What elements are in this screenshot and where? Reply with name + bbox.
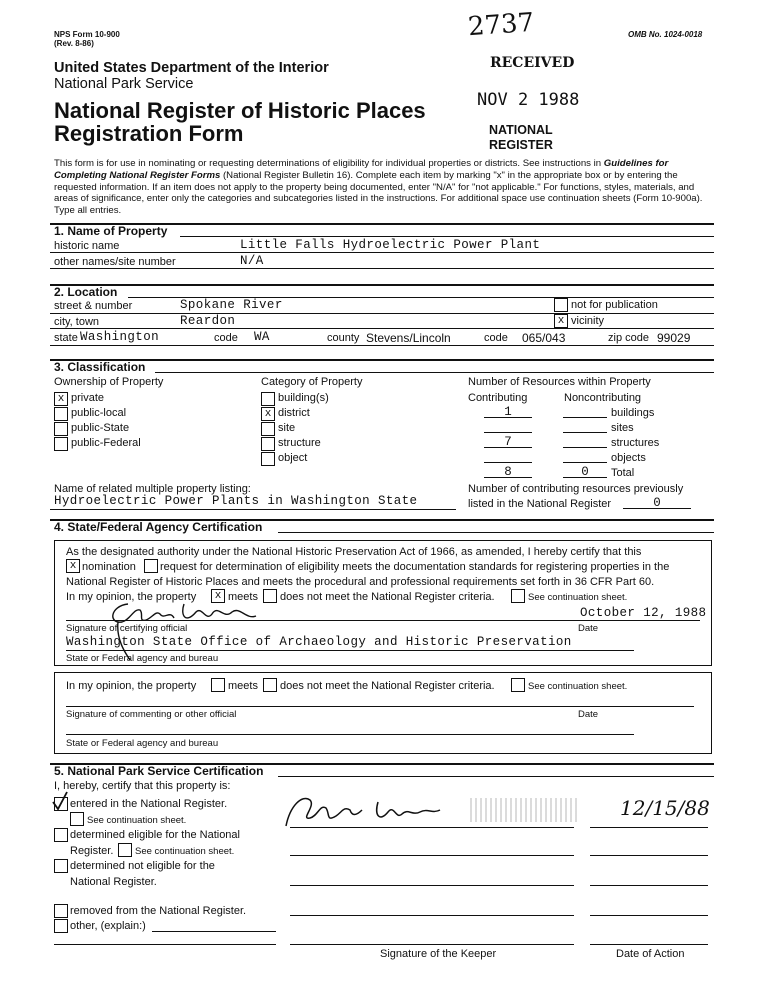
- commenting-date-label: Date: [578, 709, 599, 720]
- buildings-category-label: building(s): [278, 392, 329, 404]
- determined-not-eligible-label1: determined not eligible for the: [70, 860, 215, 872]
- keeper-signature-label: Signature of the Keeper: [380, 948, 497, 960]
- state-code-label: code: [214, 332, 238, 344]
- entered-checkmark: [50, 790, 70, 812]
- handwritten-number: 2737: [467, 7, 536, 43]
- agency-value: Washington State Office of Archaeology and Historic Preservation: [66, 635, 572, 649]
- ownership-heading: Ownership of Property: [54, 376, 164, 388]
- meets-checkbox[interactable]: x: [211, 589, 225, 603]
- city-label: city, town: [54, 316, 100, 328]
- sites-noncontributing: [563, 420, 607, 433]
- county-code-value: 065/043: [522, 331, 566, 345]
- request-determination-checkbox[interactable]: [144, 559, 158, 573]
- state-value: Washington: [80, 330, 160, 344]
- nps-certify-intro: I, hereby, certify that this property is:: [54, 780, 231, 792]
- objects-noncontributing: [563, 450, 607, 463]
- determined-eligible-checkbox[interactable]: [54, 828, 68, 842]
- object-checkbox[interactable]: [261, 452, 275, 466]
- buildings-noncontributing: [563, 405, 607, 418]
- certification-date-value: October 12, 1988: [580, 606, 707, 620]
- public-local-checkbox[interactable]: [54, 407, 68, 421]
- category-heading: Category of Property: [261, 376, 363, 388]
- certification-line3: National Register of Historic Places and meets the procedural and professional requirements set forth in 36 CFR Part 60.: [66, 576, 655, 588]
- structures-contributing: 7: [484, 435, 532, 448]
- keeper-handwritten-date: 12/15/88: [620, 796, 710, 820]
- historic-name-label: historic name: [54, 240, 120, 252]
- determined-not-eligible-label2: National Register.: [70, 876, 157, 888]
- section1-title: 1. Name of Property: [54, 224, 168, 238]
- buildings-label: buildings: [611, 407, 655, 419]
- agency-label: State or Federal agency and bureau: [66, 653, 219, 664]
- vicinity-checkbox[interactable]: x: [554, 314, 568, 328]
- state-code-value: WA: [254, 330, 270, 344]
- street-value: Spokane River: [180, 298, 283, 312]
- structures-noncontributing: [563, 435, 607, 448]
- does-not-meet-label: does not meet the National Register criteria.: [280, 591, 495, 603]
- continuation-sheet2-checkbox[interactable]: [511, 678, 525, 692]
- nomination-label: nomination: [82, 561, 136, 573]
- historic-name-value: Little Falls Hydroelectric Power Plant: [240, 238, 541, 252]
- public-federal-checkbox[interactable]: [54, 437, 68, 451]
- certification-line2: request for determination of eligibility meets the documentation standards for registering properties in the: [160, 561, 670, 573]
- determined-eligible-label1: determined eligible for the National: [70, 829, 240, 841]
- eligible-continuation-checkbox[interactable]: [118, 843, 132, 857]
- public-state-label: public-State: [71, 422, 130, 434]
- county-label: county: [327, 332, 360, 344]
- form-number: NPS Form 10-900: [54, 30, 120, 39]
- section2-title: 2. Location: [54, 285, 118, 299]
- buildings-contributing: 1: [484, 405, 532, 418]
- private-label: private: [71, 392, 105, 404]
- objects-label: objects: [611, 452, 646, 464]
- buildings-checkbox[interactable]: [261, 392, 275, 406]
- opinion2-label: In my opinion, the property: [66, 680, 197, 692]
- certification-date-label: Date: [578, 623, 599, 634]
- city-value: Reardon: [180, 314, 236, 328]
- previously-listed-value: 0: [623, 496, 691, 509]
- nomination-checkbox[interactable]: x: [66, 559, 80, 573]
- stamp-received: RECEIVED: [490, 55, 575, 71]
- zip-value: 99029: [657, 331, 691, 345]
- meets2-checkbox[interactable]: [211, 678, 225, 692]
- structure-checkbox[interactable]: [261, 437, 275, 451]
- site-label: site: [278, 422, 296, 434]
- sites-label: sites: [611, 422, 634, 434]
- instructions-paragraph: This form is for use in nominating or requesting determinations of eligibility for individual properties or districts. See instructions in Guidelines for Completing National Register Forms (National Register Bulletin 16). Complete each item by marking "x" in the appropriate box or by entering the requested information. If an item does not apply to the property being documented, enter "N/A" for "not applicable." For functions, styles, materials, and areas of significance, enter only the categories and subcategories listed in the instructions. For additional space use continuation sheets (Form 10-900a). Type all entries.: [54, 158, 703, 217]
- previously-listed-label1: Number of contributing resources previously: [468, 483, 684, 495]
- continuation-sheet-label: See continuation sheet.: [528, 592, 628, 603]
- keeper-signature: [280, 786, 460, 836]
- contributing-heading: Contributing: [468, 392, 528, 404]
- county-value: Stevens/Lincoln: [366, 331, 451, 345]
- section3-title: 3. Classification: [54, 360, 146, 374]
- total-contributing: 8: [484, 465, 532, 478]
- certifying-official-label: Signature of certifying official: [66, 623, 188, 634]
- removed-label: removed from the National Register.: [70, 905, 247, 917]
- eligible-continuation-label: See continuation sheet.: [135, 846, 235, 857]
- vicinity-label: vicinity: [571, 315, 605, 327]
- total-label: Total: [611, 467, 635, 479]
- keeper-stamp-smudge: [470, 798, 580, 822]
- other-names-label: other names/site number: [54, 256, 176, 268]
- private-checkbox[interactable]: x: [54, 392, 68, 406]
- structure-label: structure: [278, 437, 321, 449]
- entered-continuation-checkbox[interactable]: [70, 812, 84, 826]
- district-label: district: [278, 407, 310, 419]
- does-not-meet2-label: does not meet the National Register criteria.: [280, 680, 495, 692]
- not-for-publication-checkbox[interactable]: [554, 298, 568, 312]
- zip-label: zip code: [608, 332, 649, 344]
- public-state-checkbox[interactable]: [54, 422, 68, 436]
- county-code-label: code: [484, 332, 508, 344]
- form-title-line2: Registration Form: [54, 121, 244, 146]
- total-noncontributing: 0: [563, 465, 607, 478]
- form-revision: (Rev. 8-86): [54, 39, 94, 48]
- site-checkbox[interactable]: [261, 422, 275, 436]
- structures-label: structures: [611, 437, 660, 449]
- resources-heading: Number of Resources within Property: [468, 376, 651, 388]
- meets2-label: meets: [228, 680, 258, 692]
- meets-label: meets: [228, 591, 258, 603]
- service-name: National Park Service: [54, 76, 194, 92]
- stamp-national: NATIONAL: [489, 123, 553, 137]
- commenting-official-label: Signature of commenting or other official: [66, 709, 237, 720]
- other-checkbox[interactable]: [54, 919, 68, 933]
- continuation-sheet2-label: See continuation sheet.: [528, 681, 628, 692]
- other-label: other, (explain:): [70, 920, 146, 932]
- previously-listed-label2: listed in the National Register: [468, 498, 612, 510]
- date-of-action-label: Date of Action: [616, 948, 685, 960]
- object-label: object: [278, 452, 308, 464]
- determined-eligible-label2: Register.: [70, 845, 114, 857]
- determined-not-eligible-checkbox[interactable]: [54, 859, 68, 873]
- related-listing-label: Name of related multiple property listing:: [54, 483, 251, 495]
- noncontributing-heading: Noncontributing: [564, 392, 642, 404]
- department-name: United States Department of the Interior: [54, 60, 329, 76]
- entered-label: entered in the National Register.: [70, 798, 228, 810]
- district-checkbox[interactable]: x: [261, 407, 275, 421]
- stamp-date: NOV 2 1988: [477, 90, 580, 110]
- stamp-register: REGISTER: [489, 138, 553, 152]
- state-label: state: [54, 332, 78, 344]
- other-names-value: N/A: [240, 254, 264, 268]
- sites-contributing: [484, 420, 532, 433]
- objects-contributing: [484, 450, 532, 463]
- public-federal-label: public-Federal: [71, 437, 141, 449]
- agency2-label: State or Federal agency and bureau: [66, 738, 219, 749]
- does-not-meet2-checkbox[interactable]: [263, 678, 277, 692]
- not-for-publication-label: not for publication: [571, 299, 658, 311]
- removed-checkbox[interactable]: [54, 904, 68, 918]
- omb-number: OMB No. 1024-0018: [628, 30, 703, 39]
- section5-title: 5. National Park Service Certification: [54, 764, 264, 778]
- public-local-label: public-local: [71, 407, 127, 419]
- certification-line1: As the designated authority under the National Historic Preservation Act of 1966, as amended, I hereby certify that this: [66, 546, 642, 558]
- related-listing-value: Hydroelectric Power Plants in Washington State: [54, 494, 418, 508]
- opinion-label: In my opinion, the property: [66, 591, 197, 603]
- section4-title: 4. State/Federal Agency Certification: [54, 520, 263, 534]
- entered-continuation-label: See continuation sheet.: [87, 815, 187, 826]
- form-title-line1: National Register of Historic Places: [54, 98, 426, 123]
- street-label: street & number: [54, 300, 133, 312]
- continuation-sheet-checkbox[interactable]: [511, 589, 525, 603]
